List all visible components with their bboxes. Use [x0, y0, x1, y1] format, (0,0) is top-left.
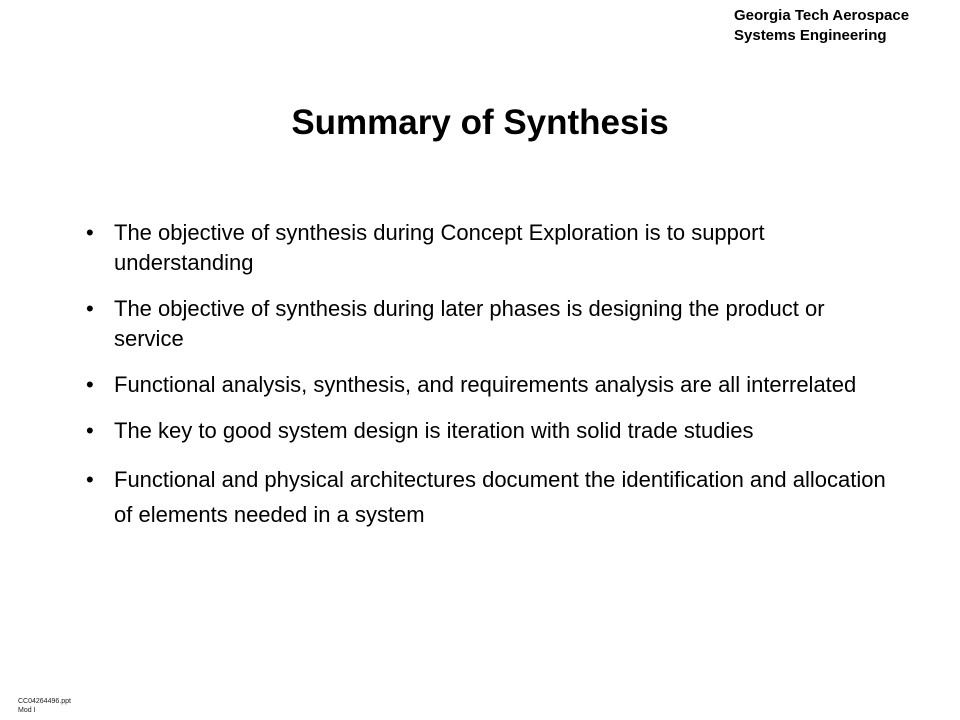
organization-line-2: Systems Engineering — [734, 27, 887, 44]
bullet-text: Functional analysis, synthesis, and requirements analysis are all interrelated — [114, 372, 857, 397]
slide-title: Summary of Synthesis — [291, 103, 669, 142]
bullet-marker: • — [86, 418, 94, 443]
organization-line-1: Georgia Tech Aerospace — [734, 7, 910, 24]
bullet-marker: • — [86, 220, 94, 245]
bullet-list — [86, 218, 886, 548]
bullet-item — [86, 294, 886, 354]
slide-footer — [18, 697, 71, 715]
bullet-item — [86, 370, 886, 400]
bullet-text: Functional and physical architectures document the identification and allocation of elements needed in a system — [114, 467, 886, 527]
bullet-item — [86, 416, 886, 446]
organization-header — [734, 6, 909, 46]
footer-module: Mod I — [18, 707, 36, 714]
bullet-marker: • — [86, 467, 94, 492]
bullet-marker: • — [86, 296, 94, 321]
bullet-item — [86, 218, 886, 278]
bullet-marker: • — [86, 372, 94, 397]
bullet-text: The key to good system design is iteration with solid trade studies — [114, 418, 754, 443]
bullet-item — [86, 462, 886, 532]
bullet-text: The objective of synthesis during later phases is designing the product or service — [114, 296, 825, 351]
bullet-text: The objective of synthesis during Concept Exploration is to support understanding — [114, 220, 765, 275]
footer-filename: CC04264496.ppt — [18, 698, 71, 705]
